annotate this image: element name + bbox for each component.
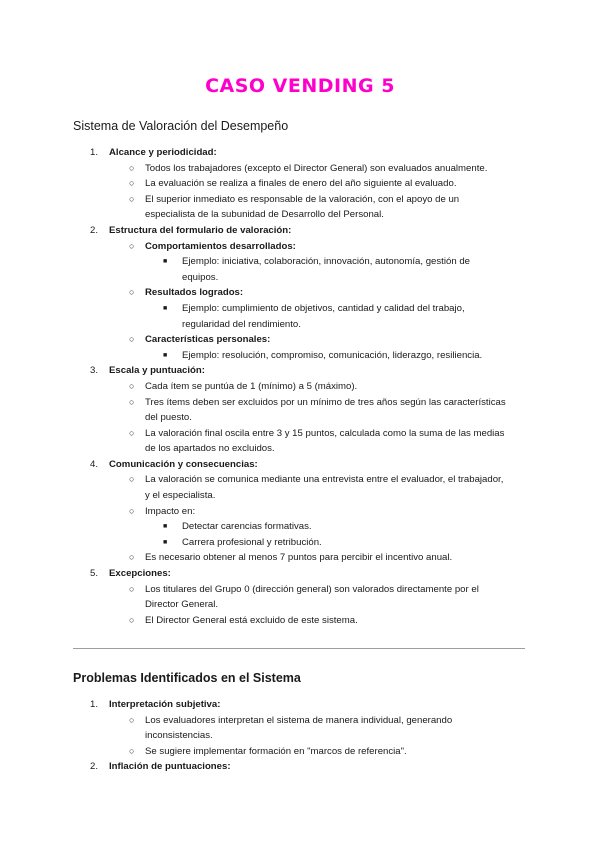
sub-bullet-text: Ejemplo: iniciativa, colaboración, innovación, autonomía, gestión de (182, 256, 470, 268)
sub-bullet-text: equipos. (182, 271, 219, 283)
bullet-text: Los titulares del Grupo 0 (dirección general) son valorados directamente por el (145, 583, 479, 595)
bullet-text: Se sugiere implementar formación en "marcos de referencia". (145, 745, 407, 757)
item-number: 2. (90, 761, 99, 773)
item-title: Excepciones: (109, 568, 171, 580)
bullet-text: Cada ítem se puntúa de 1 (mínimo) a 5 (máximo). (145, 380, 358, 392)
circle-bullet-icon: ○ (129, 334, 135, 345)
circle-bullet-icon: ○ (129, 287, 135, 298)
sub-bullet-text: Carrera profesional y retribución. (182, 536, 322, 548)
bullet-subtitle: Comportamientos desarrollados: (145, 240, 296, 252)
circle-bullet-icon: ○ (129, 745, 135, 756)
item-title: Inflación de puntuaciones: (109, 761, 231, 773)
item-number: 2. (90, 224, 99, 236)
item-number: 5. (90, 568, 99, 580)
item-title: Estructura del formulario de valoración: (109, 224, 292, 236)
square-bullet-icon: ■ (163, 258, 168, 266)
item-title: Interpretación subjetiva: (109, 699, 221, 710)
bullet-text: del puesto. (145, 412, 192, 424)
bullet-text: Tres ítems deben ser excluidos por un mínimo de tres años según las características (145, 396, 506, 408)
bullet-text: El superior inmediato es responsable de la valoración, con el apoyo de un (145, 193, 460, 205)
section-heading-problemas: Problemas Identificados en el Sistema (73, 671, 301, 685)
bullet-subtitle: Características personales: (145, 334, 271, 346)
circle-bullet-icon: ○ (129, 583, 135, 594)
bullet-text: La valoración se comunica mediante una entrevista entre el evaluador, el trabajador, (145, 474, 504, 486)
circle-bullet-icon: ○ (129, 427, 135, 438)
item-title: Escala y puntuación: (109, 365, 205, 377)
bullet-text: especialista de la subunidad de Desarrollo del Personal. (145, 209, 384, 221)
circle-bullet-icon: ○ (129, 505, 135, 516)
square-bullet-icon: ■ (163, 351, 168, 359)
bullet-text: Impacto en: (145, 505, 196, 517)
section-heading-valoracion: Sistema de Valoración del Desempeño (73, 119, 289, 133)
circle-bullet-icon: ○ (129, 193, 135, 204)
bullet-text: Los evaluadores interpretan el sistema de manera individual, generando (145, 714, 453, 726)
circle-bullet-icon: ○ (129, 714, 135, 725)
item-number: 1. (90, 699, 99, 710)
bullet-text: y el especialista. (145, 490, 216, 502)
square-bullet-icon: ■ (163, 304, 168, 312)
bullet-text: inconsistencias. (145, 730, 213, 742)
square-bullet-icon: ■ (163, 523, 168, 531)
bullet-text: Todos los trabajadores (excepto el Director General) son evaluados anualmente. (145, 162, 488, 174)
item-number: 3. (90, 365, 99, 377)
bullet-text: El Director General está excluido de este sistema. (145, 614, 358, 626)
item-title: Comunicación y consecuencias: (109, 458, 258, 470)
circle-bullet-icon: ○ (129, 380, 135, 391)
bullet-text: Es necesario obtener al menos 7 puntos para percibir el incentivo anual. (145, 552, 453, 564)
bullet-text: Director General. (145, 599, 219, 611)
circle-bullet-icon: ○ (129, 614, 135, 625)
sub-bullet-text: Ejemplo: resolución, compromiso, comunicación, liderazgo, resiliencia. (182, 349, 483, 361)
circle-bullet-icon: ○ (129, 474, 135, 485)
item-title: Alcance y periodicidad: (109, 147, 217, 158)
circle-bullet-icon: ○ (129, 162, 135, 173)
sub-bullet-text: Detectar carencias formativas. (182, 521, 312, 533)
horizontal-divider (73, 648, 525, 649)
circle-bullet-icon: ○ (129, 178, 135, 189)
bullet-text: de los apartados no excluidos. (145, 443, 275, 455)
bullet-subtitle: Resultados logrados: (145, 287, 244, 299)
sub-bullet-text: regularidad del rendimiento. (182, 318, 301, 330)
bullet-text: La valoración final oscila entre 3 y 15 puntos, calculada como la suma de las medias (145, 427, 505, 439)
circle-bullet-icon: ○ (129, 552, 135, 563)
sub-bullet-text: Ejemplo: cumplimiento de objetivos, cantidad y calidad del trabajo, (182, 302, 465, 314)
square-bullet-icon: ■ (163, 538, 168, 546)
item-number: 1. (90, 147, 99, 158)
bullet-text: La evaluación se realiza a finales de enero del año siguiente al evaluado. (145, 178, 457, 190)
item-number: 4. (90, 458, 99, 470)
circle-bullet-icon: ○ (129, 396, 135, 407)
circle-bullet-icon: ○ (129, 240, 135, 251)
document-title: CASO VENDING 5 (205, 75, 395, 97)
